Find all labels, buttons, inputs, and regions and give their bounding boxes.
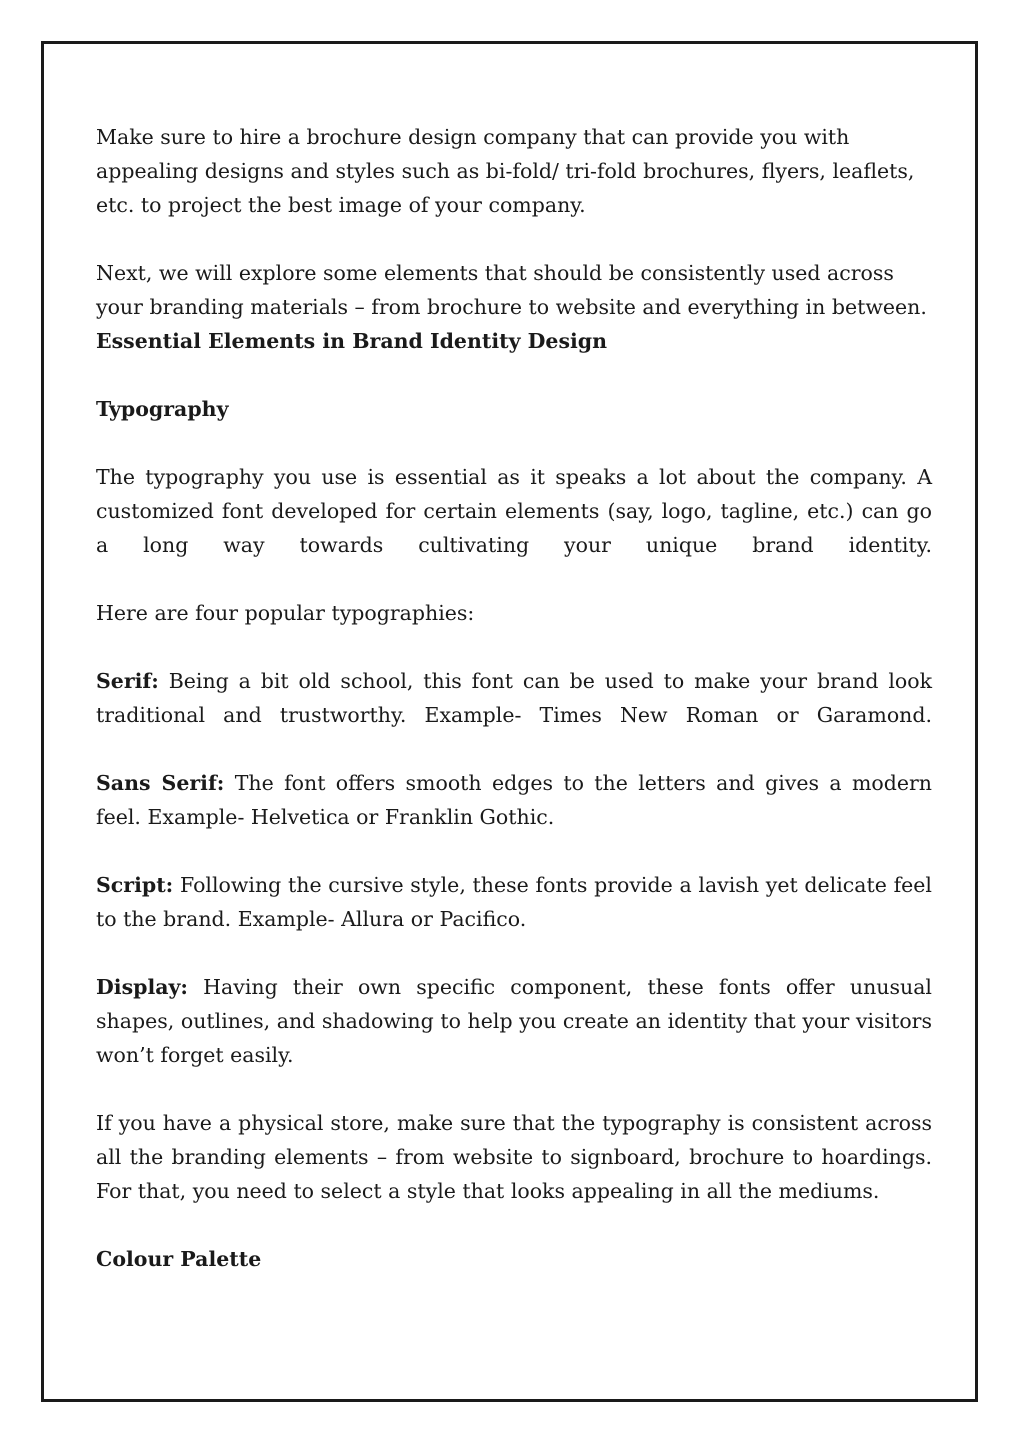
display-description: Having their own specific component, these fonts offer unusual shapes, outlines, and shadowing to help you create an identity that your visitors won’t forget easily. xyxy=(96,975,932,1067)
script-description: Following the cursive style, these fonts provide a lavish yet delicate feel to the brand. Example- Allura or Pacifico. xyxy=(96,873,932,931)
sans-serif-description: The font offers smooth edges to the letters and gives a modern feel. Example- Helvetica or Franklin Gothic. xyxy=(96,771,932,829)
colour-palette-heading: Colour Palette xyxy=(96,1247,262,1271)
four-typographies-intro: Here are four popular typographies: xyxy=(96,601,475,625)
script-paragraph xyxy=(96,868,932,936)
typography-heading: Typography xyxy=(96,397,229,421)
typography-paragraph: The typography you use is essential as it speaks a lot about the company. A customized font developed for certain elements (say, logo, tagline, etc.) can go a long way towards cultivating your unique brand identity. xyxy=(96,465,932,557)
serif-paragraph xyxy=(96,664,932,732)
next-paragraph: Next, we will explore some elements that should be consistently used across your branding materials – from brochure to website and everything in between. xyxy=(96,261,927,319)
script-term: Script: xyxy=(96,873,174,897)
display-term: Display: xyxy=(96,975,188,999)
sans-serif-term: Sans Serif: xyxy=(96,771,225,795)
physical-store-paragraph: If you have a physical store, make sure that the typography is consistent across all the branding elements – from website to signboard, brochure to hoardings. For that, you need to select a style that looks appealing in all the mediums. xyxy=(96,1111,932,1203)
intro-paragraph: Make sure to hire a brochure design company that can provide you with appealing designs and styles such as bi-fold/ tri-fold brochures, flyers, leaflets, etc. to project the best image of your company. xyxy=(96,125,915,217)
serif-term: Serif: xyxy=(96,669,159,693)
document-body xyxy=(96,120,932,1310)
sans-serif-paragraph xyxy=(96,766,932,834)
display-paragraph xyxy=(96,970,932,1072)
section-heading: Essential Elements in Brand Identity Design xyxy=(96,329,608,353)
page-frame xyxy=(41,41,978,1402)
serif-description: Being a bit old school, this font can be used to make your brand look traditional and trustworthy. Example- Times New Roman or Garamond. xyxy=(96,669,932,727)
